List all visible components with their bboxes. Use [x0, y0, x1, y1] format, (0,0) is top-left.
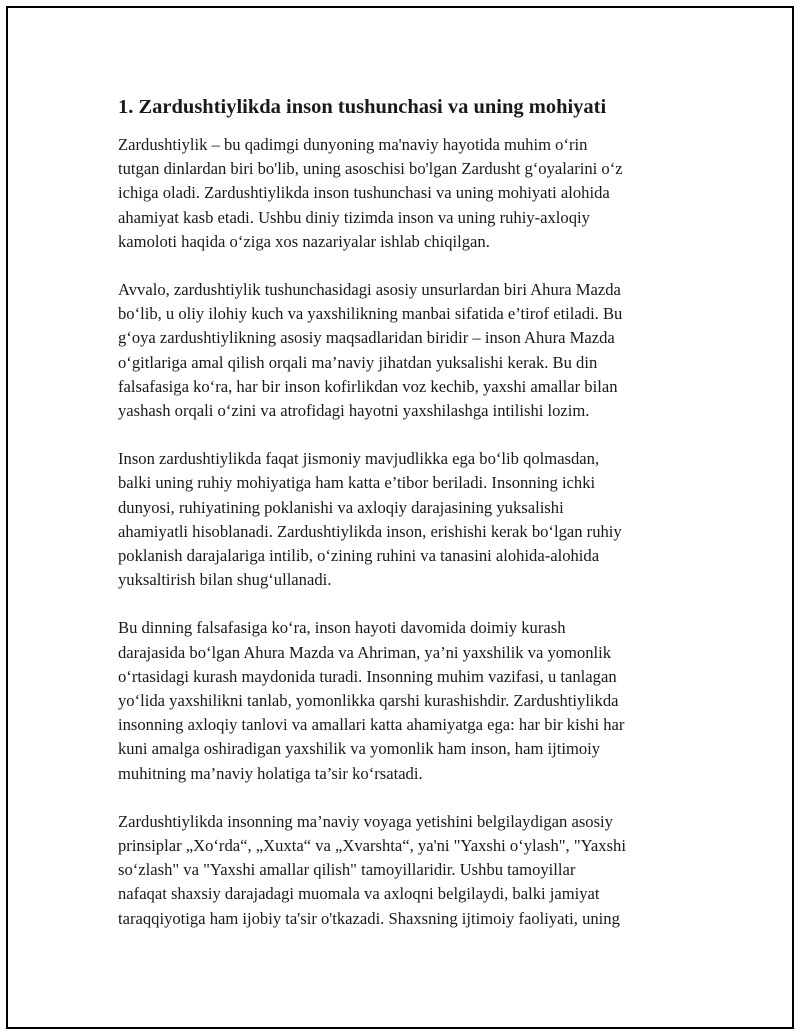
paragraph-line: tutgan dinlardan biri bo'lib, uning asoschisi bo'lgan Zardusht g‘oyalarini o‘z	[118, 159, 623, 179]
paragraph-line: Inson zardushtiylikda faqat jismoniy mavjudlikka ega bo‘lib qolmasdan,	[118, 449, 600, 469]
paragraph-line: taraqqiyotiga ham ijobiy ta'sir o'tkazadi. Shaxsning ijtimoiy faoliyati, uning	[118, 908, 620, 928]
paragraph-2	[118, 278, 688, 423]
paragraph-line: o‘rtasidagi kurash maydonida turadi. Insonning muhim vazifasi, u tanlagan	[118, 666, 617, 686]
paragraph-line: Avvalo, zardushtiylik tushunchasidagi asosiy unsurlardan biri Ahura Mazda	[118, 280, 621, 300]
paragraph-line: Zardushtiylikda insonning ma’naviy voyaga yetishini belgilaydigan asosiy	[118, 811, 613, 831]
paragraph-line: falsafasiga ko‘ra, har bir inson kofirlikdan voz kechib, yaxshi amallar bilan	[118, 376, 618, 396]
paragraph-line: ahamiyat kasb etadi. Ushbu diniy tizimda inson va uning ruhiy-axloqiy	[118, 207, 590, 227]
paragraph-line: bo‘lib, u oliy ilohiy kuch va yaxshilikning manbai sifatida e’tirof etiladi. Bu	[118, 304, 623, 324]
paragraph-line: yuksaltirish bilan shug‘ullanadi.	[118, 570, 332, 590]
paragraph-line: ichiga oladi. Zardushtiylikda inson tushunchasi va uning mohiyati alohida	[118, 183, 610, 203]
paragraph-line: balki uning ruhiy mohiyatiga ham katta e’tibor beriladi. Insonning ichki	[118, 473, 596, 493]
paragraph-container	[118, 133, 688, 931]
paragraph-line: dunyosi, ruhiyatining poklanishi va axloqiy darajasining yuksalishi	[118, 497, 564, 517]
paragraph-line: ahamiyatli hisoblanadi. Zardushtiylikda inson, erishishi kerak bo‘lgan ruhiy	[118, 521, 622, 541]
paragraph-line: g‘oya zardushtiylikning asosiy maqsadlaridan biridir – inson Ahura Mazda	[118, 328, 615, 348]
paragraph-line: kuni amalga oshiradigan yaxshilik va yomonlik ham inson, ham ijtimoiy	[118, 739, 601, 759]
document-body	[118, 92, 688, 955]
paragraph-5	[118, 810, 688, 931]
paragraph-line: darajasida bo‘lgan Ahura Mazda va Ahriman, ya’ni yaxshilik va yomonlik	[118, 642, 612, 662]
paragraph-line: so‘zlash" va "Yaxshi amallar qilish" tamoyillaridir. Ushbu tamoyillar	[118, 860, 576, 880]
paragraph-line: kamoloti haqida o‘ziga xos nazariyalar ishlab chiqilgan.	[118, 231, 490, 251]
paragraph-line: o‘gitlariga amal qilish orqali ma’naviy jihatdan yuksalishi kerak. Bu din	[118, 352, 598, 372]
paragraph-line: insonning axloqiy tanlovi va amallari katta ahamiyatga ega: har bir kishi har	[118, 715, 625, 735]
paragraph-4	[118, 616, 688, 785]
paragraph-line: yo‘lida yaxshilikni tanlab, yomonlikka qarshi kurashishdir. Zardushtiylikda	[118, 691, 619, 711]
paragraph-line: yashash orqali o‘zini va atrofidagi hayotni yaxshilashga intilishi lozim.	[118, 401, 590, 421]
paragraph-line: prinsiplar „Xo‘rda“, „Xuxta“ va „Xvarshta“, ya'ni "Yaxshi o‘ylash", "Yaxshi	[118, 836, 626, 856]
paragraph-line: Zardushtiylik – bu qadimgi dunyoning ma'naviy hayotida muhim o‘rin	[118, 135, 588, 154]
paragraph-line: Bu dinning falsafasiga ko‘ra, inson hayoti davomida doimiy kurash	[118, 618, 566, 638]
paragraph-3	[118, 447, 688, 592]
section-title: 1. Zardushtiylikda inson tushunchasi va uning mohiyati	[118, 96, 607, 118]
paragraph-1	[118, 133, 688, 254]
paragraph-line: poklanish darajalariga intilib, o‘zining ruhini va tanasini alohida-alohida	[118, 546, 600, 566]
paragraph-line: muhitning ma’naviy holatiga ta’sir ko‘rsatadi.	[118, 763, 423, 783]
paragraph-line: nafaqat shaxsiy darajadagi muomala va axloqni belgilaydi, balki jamiyat	[118, 884, 600, 904]
